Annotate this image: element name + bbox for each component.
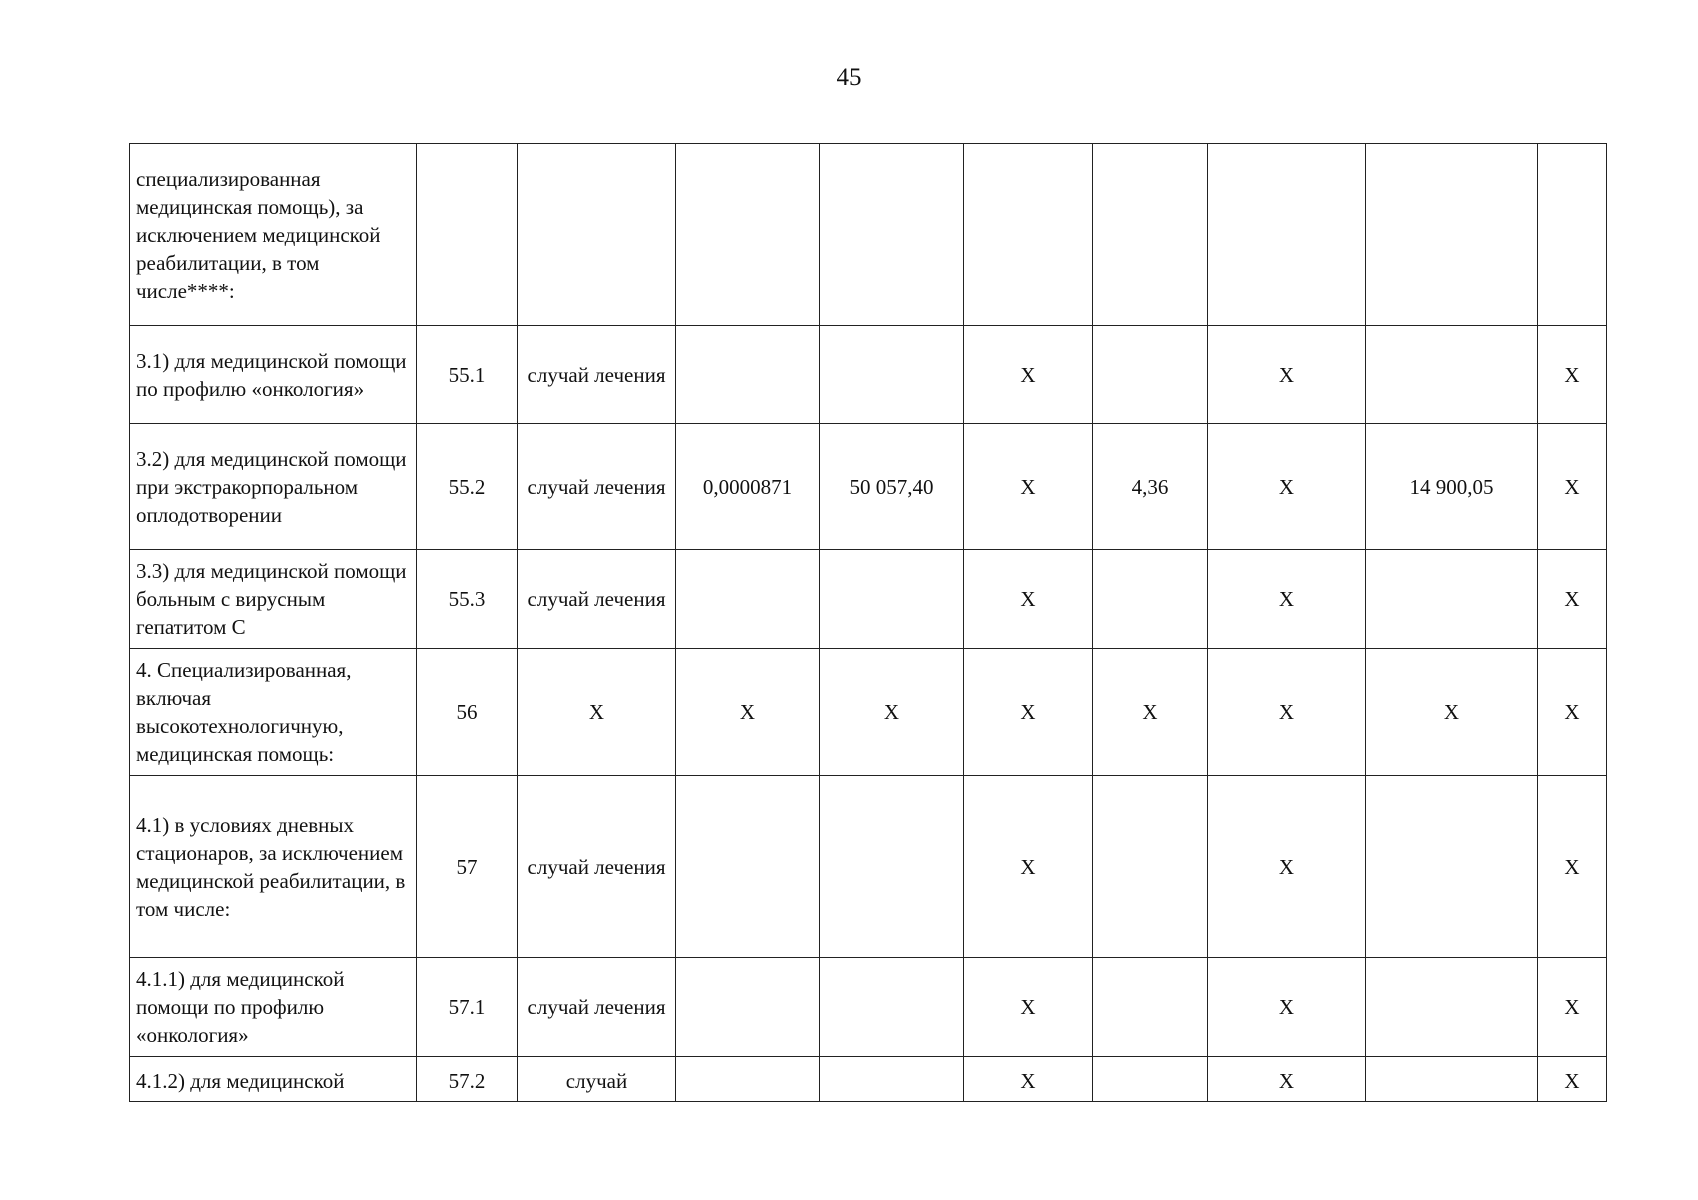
value-cell xyxy=(1093,550,1208,649)
value-cell xyxy=(820,326,964,424)
unit-cell: Х xyxy=(518,649,676,776)
value-cell: Х xyxy=(1208,326,1366,424)
value-cell: Х xyxy=(1208,958,1366,1057)
unit-cell: случай лечения xyxy=(518,776,676,958)
table-row xyxy=(130,144,1607,326)
row-label: 4.1.1) для медицинской помощи по профилю «онкология» xyxy=(130,958,417,1057)
table-row xyxy=(130,550,1607,649)
value-cell: Х xyxy=(1208,550,1366,649)
unit-cell: случай лечения xyxy=(518,958,676,1057)
unit-cell: случай лечения xyxy=(518,424,676,550)
value-cell: Х xyxy=(1208,1057,1366,1102)
value-cell: Х xyxy=(1538,776,1607,958)
value-cell xyxy=(1093,144,1208,326)
value-cell: 50 057,40 xyxy=(820,424,964,550)
value-cell xyxy=(820,958,964,1057)
value-cell: Х xyxy=(1538,1057,1607,1102)
unit-cell: случай лечения xyxy=(518,326,676,424)
row-label: 3.1) для медицинской помощи по профилю «онкология» xyxy=(130,326,417,424)
value-cell: Х xyxy=(1538,649,1607,776)
value-cell xyxy=(820,1057,964,1102)
row-number-cell xyxy=(417,144,518,326)
value-cell: Х xyxy=(964,776,1093,958)
value-cell: Х xyxy=(964,326,1093,424)
row-number-cell: 55.3 xyxy=(417,550,518,649)
value-cell: 0,0000871 xyxy=(676,424,820,550)
value-cell xyxy=(1093,776,1208,958)
value-cell xyxy=(1093,326,1208,424)
value-cell xyxy=(820,776,964,958)
row-number-cell: 55.1 xyxy=(417,326,518,424)
row-label: 3.3) для медицинской помощи больным с вирусным гепатитом С xyxy=(130,550,417,649)
row-label: 4. Специализированная, включая высокотехнологичную, медицинская помощь: xyxy=(130,649,417,776)
value-cell: 14 900,05 xyxy=(1366,424,1538,550)
row-number-cell: 55.2 xyxy=(417,424,518,550)
row-number-cell: 57.1 xyxy=(417,958,518,1057)
value-cell xyxy=(1366,550,1538,649)
value-cell: Х xyxy=(820,649,964,776)
value-cell xyxy=(1093,958,1208,1057)
table-row xyxy=(130,776,1607,958)
value-cell xyxy=(676,958,820,1057)
value-cell: Х xyxy=(1208,424,1366,550)
value-cell xyxy=(676,550,820,649)
table-row xyxy=(130,1057,1607,1102)
value-cell: Х xyxy=(1208,649,1366,776)
value-cell xyxy=(1366,958,1538,1057)
value-cell xyxy=(676,776,820,958)
row-label: 3.2) для медицинской помощи при экстракорпоральном оплодотворении xyxy=(130,424,417,550)
value-cell: Х xyxy=(964,424,1093,550)
value-cell xyxy=(820,550,964,649)
value-cell xyxy=(1366,144,1538,326)
value-cell: Х xyxy=(1538,326,1607,424)
value-cell xyxy=(1538,144,1607,326)
row-number-cell: 57 xyxy=(417,776,518,958)
value-cell xyxy=(1208,144,1366,326)
value-cell: Х xyxy=(1538,550,1607,649)
page-number: 45 xyxy=(836,64,862,91)
value-cell: Х xyxy=(1366,649,1538,776)
value-cell: Х xyxy=(964,958,1093,1057)
table-row xyxy=(130,958,1607,1057)
table-row xyxy=(130,424,1607,550)
table-row xyxy=(130,649,1607,776)
value-cell xyxy=(1366,326,1538,424)
row-number-cell: 57.2 xyxy=(417,1057,518,1102)
value-cell xyxy=(1093,1057,1208,1102)
value-cell: Х xyxy=(964,550,1093,649)
value-cell xyxy=(1366,1057,1538,1102)
value-cell xyxy=(676,1057,820,1102)
value-cell: Х xyxy=(1538,424,1607,550)
value-cell: Х xyxy=(964,1057,1093,1102)
value-cell: Х xyxy=(964,649,1093,776)
unit-cell xyxy=(518,144,676,326)
value-cell xyxy=(820,144,964,326)
value-cell: Х xyxy=(1538,958,1607,1057)
value-cell: Х xyxy=(1208,776,1366,958)
value-cell: Х xyxy=(1093,649,1208,776)
unit-cell: случай лечения xyxy=(518,550,676,649)
value-cell xyxy=(676,144,820,326)
data-table xyxy=(129,143,1607,1102)
row-label: 4.1.2) для медицинской xyxy=(130,1057,417,1102)
value-cell xyxy=(964,144,1093,326)
value-cell xyxy=(1366,776,1538,958)
row-label: 4.1) в условиях дневных стационаров, за исключением медицинской реабилитации, в том числе: xyxy=(130,776,417,958)
row-number-cell: 56 xyxy=(417,649,518,776)
row-label: специализированная медицинская помощь), за исключением медицинской реабилитации, в том числе****: xyxy=(130,144,417,326)
value-cell xyxy=(676,326,820,424)
value-cell: 4,36 xyxy=(1093,424,1208,550)
value-cell: Х xyxy=(676,649,820,776)
table-row xyxy=(130,326,1607,424)
unit-cell: случай xyxy=(518,1057,676,1102)
